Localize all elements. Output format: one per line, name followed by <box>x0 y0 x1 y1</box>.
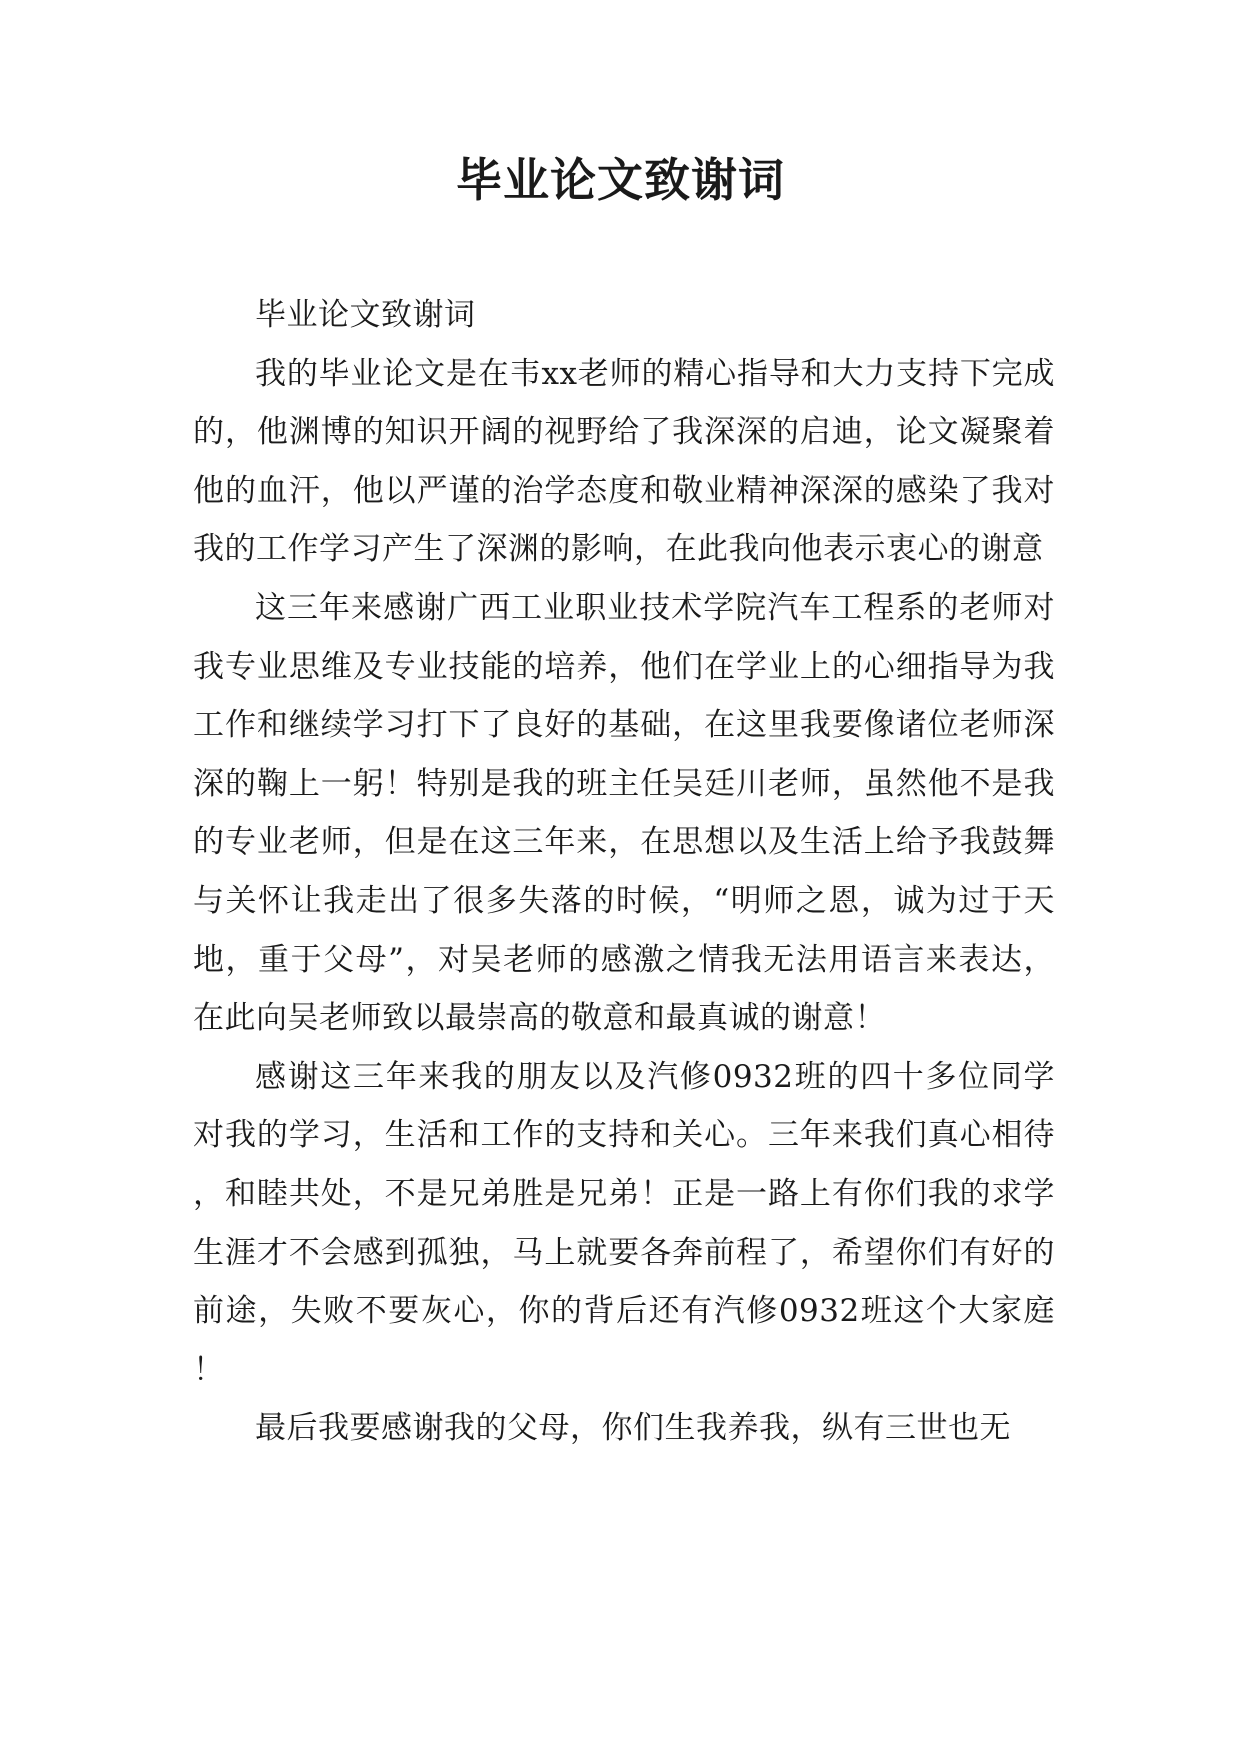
document-body <box>193 286 1055 1458</box>
document-title: 毕业论文致谢词 <box>456 153 785 207</box>
paragraph-heading: 毕业论文致谢词 <box>255 297 476 333</box>
paragraph-teachers-thanks: 这三年来感谢广西工业职业技术学院汽车工程系的老师对我专业思维及专业技能的培养，他们在学业上的心细指导为我工作和继续学习打下了良好的基础，在这里我要像诸位老师深深的鞠上一躬！特别是我的班主任吴廷川老师，虽然他不是我的专业老师，但是在这三年来，在思想以及生活上给予我鼓舞与关怀让我走出了很多失落的时候，“明师之恩，诚为过于天地，重于父母”，对吴老师的感激之情我无法用语言来表达，在此向吴老师致以最崇高的敬意和最真诚的谢意！ <box>193 589 1055 1037</box>
paragraph-parents-thanks: 最后我要感谢我的父母，你们生我养我，纵有三世也无 <box>255 1410 1011 1447</box>
paragraph-classmates-thanks: 感谢这三年来我的朋友以及汽修0932班的四十多位同学对我的学习，生活和工作的支持和关心。三年来我们真心相待，和睦共处，不是兄弟胜是兄弟！正是一路上有你们我的求学生涯才不会感到孤独，马上就要各奔前程了，希望你们有好的前途，失败不要灰心，你的背后还有汽修0932班这个大家庭！ <box>193 1058 1055 1388</box>
paragraph-advisor-thanks: 我的毕业论文是在韦xx老师的精心指导和大力支持下完成的，他渊博的知识开阔的视野给了我深深的启迪，论文凝聚着他的血汗，他以严谨的治学态度和敬业精神深深的感染了我对我的工作学习产生了深渊的影响，在此我向他表示衷心的谢意 <box>193 355 1055 568</box>
